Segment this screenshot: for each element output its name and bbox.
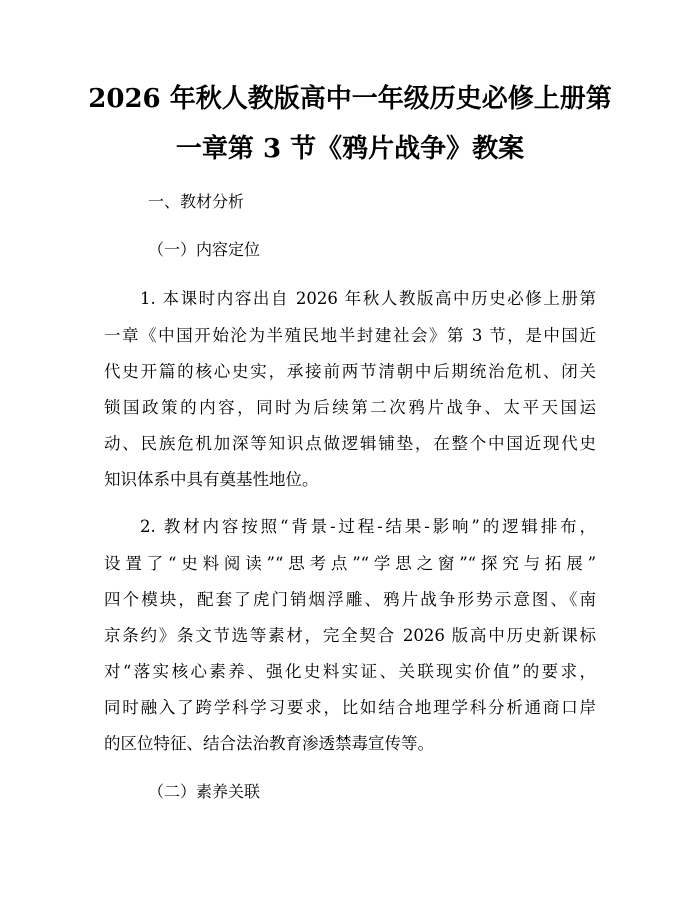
paragraph-1-line-5: 动、民族危机加深等知识点做逻辑铺垫，在整个中国近现代史 xyxy=(104,434,596,453)
paragraph-1-line-1: 1. 本课时内容出自 2026 年秋人教版高中历史必修上册第 xyxy=(140,289,596,308)
paragraph-1-line-2: 一章《中国开始沦为半殖民地半封建社会》第 3 节，是中国近 xyxy=(104,326,596,345)
paragraph-2-line-3: 四个模块，配套了虎门销烟浮雕、鸦片战争形势示意图、《南 xyxy=(104,590,596,609)
subsection-heading-content-positioning: （一）内容定位 xyxy=(148,240,261,259)
paragraph-1-line-3: 代史开篇的核心史实，承接前两节清朝中后期统治危机、闭关 xyxy=(104,362,596,381)
section-heading-textbook-analysis: 一、教材分析 xyxy=(148,192,245,211)
paragraph-2-line-6: 同时融入了跨学科学习要求，比如结合地理学科分析通商口岸 xyxy=(104,698,596,717)
paragraph-1-line-4: 锁国政策的内容，同时为后续第二次鸦片战争、太平天国运 xyxy=(104,398,596,417)
paragraph-2-line-2: 设置了“史料阅读”“思考点”“学思之窗”“探究与拓展” xyxy=(104,554,596,573)
paragraph-2-line-1: 2. 教材内容按照“背景-过程-结果-影响”的逻辑排布， xyxy=(140,517,596,536)
paragraph-2-line-4: 京条约》条文节选等素材，完全契合 2026 版高中历史新课标 xyxy=(104,626,596,645)
paragraph-2-line-7: 的区位特征、结合法治教育渗透禁毒宣传等。 xyxy=(104,734,434,753)
document-title-line-2: 一章第 3 节《鸦片战争》教案 xyxy=(175,134,525,164)
subsection-heading-literacy-connection: （二）素养关联 xyxy=(148,782,261,801)
paragraph-2-line-5: 对“落实核心素养、强化史料实证、关联现实价值”的要求， xyxy=(104,662,596,681)
document-title-line-1: 2026 年秋人教版高中一年级历史必修上册第 xyxy=(88,84,612,114)
paragraph-1-line-6: 知识体系中具有奠基性地位。 xyxy=(104,470,319,489)
